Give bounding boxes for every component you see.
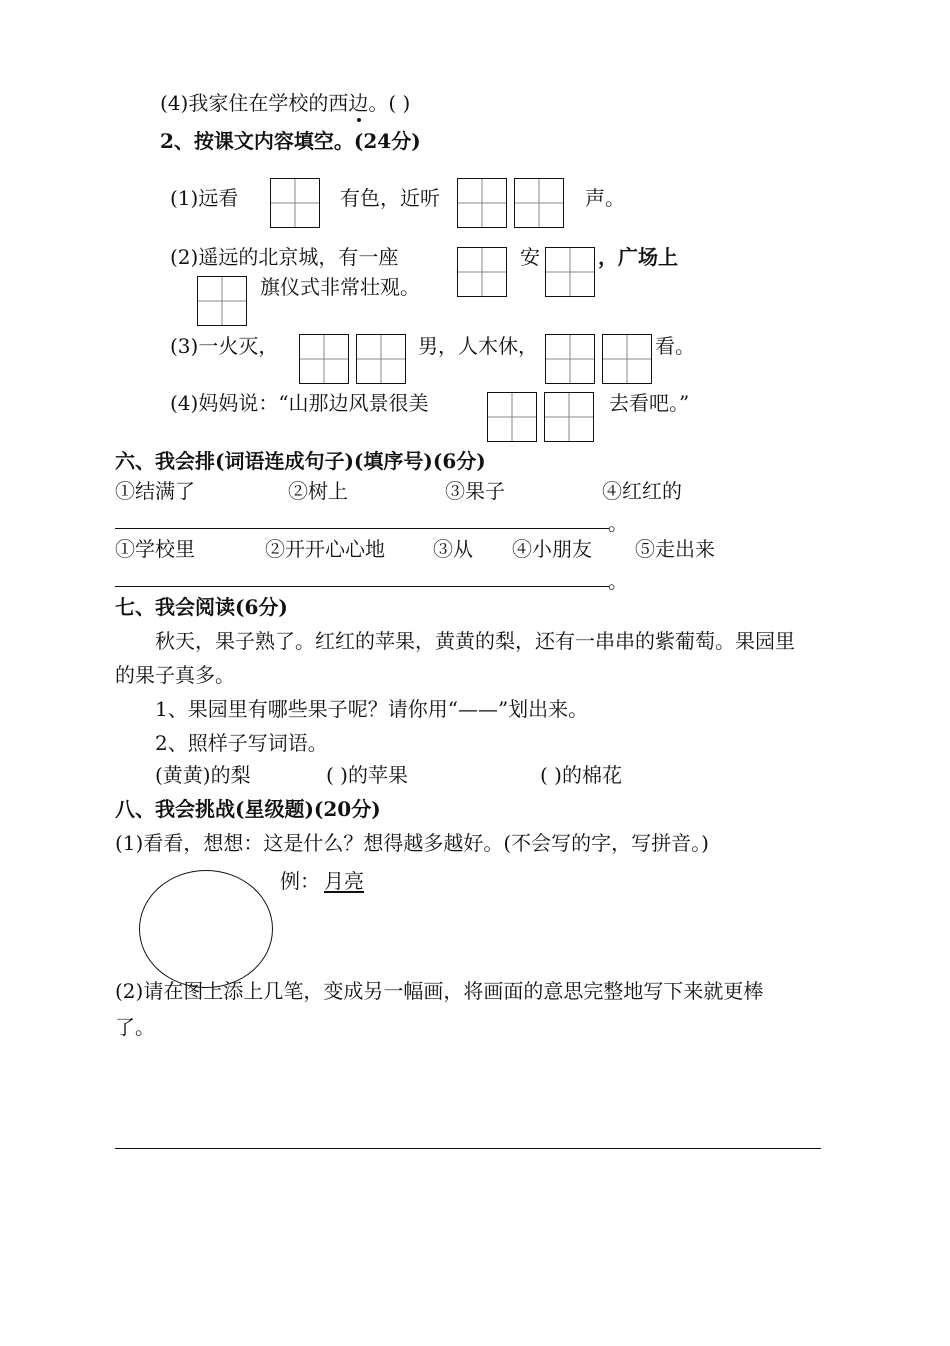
char-box[interactable] (356, 334, 406, 384)
char-box[interactable] (457, 247, 507, 297)
fill-line3-c: 看。 (655, 334, 695, 358)
char-box[interactable] (544, 392, 594, 442)
example-label: 例： (280, 869, 320, 893)
question-west: (4)我家住在学校的西边。( ) (160, 91, 411, 115)
fill-line3-b: 男，人木休， (418, 334, 538, 358)
char-box[interactable] (602, 334, 652, 384)
word-option: ④小朋友 (512, 537, 592, 561)
section-2-title: 2、按课文内容填空。(24分) (160, 129, 421, 153)
blank-word-apple[interactable]: ( )的苹果 (326, 763, 408, 787)
section-8-title: 八、我会挑战(星级题)(20分) (115, 797, 381, 821)
answer-line[interactable] (115, 1148, 821, 1149)
circle-drawing[interactable] (139, 870, 273, 988)
reading-passage-line1: 秋天，果子熟了。红红的苹果，黄黄的梨，还有一串串的紫葡萄。果园里 (155, 629, 795, 653)
char-box[interactable] (545, 334, 595, 384)
section-7-title: 七、我会阅读(6分) (115, 595, 288, 619)
char-box[interactable] (457, 178, 507, 228)
reading-question-1: 1、果园里有哪些果子呢？请你用“——”划出来。 (155, 697, 589, 721)
fill-line1-a: (1)远看 (170, 186, 239, 210)
period: 。 (608, 569, 628, 593)
fill-line1-c: 声。 (585, 186, 625, 210)
fill-line2-c: ，广场上 (598, 245, 678, 269)
challenge-question-1: (1)看看，想想：这是什么？想得越多越好。(不会写的字，写拼音。) (115, 831, 709, 855)
fill-line4-a: (4)妈妈说：“山那边风景很美 (170, 391, 429, 415)
char-box[interactable] (197, 276, 247, 326)
fill-line4-b: 去看吧。” (609, 391, 690, 415)
word-option: ①结满了 (115, 479, 195, 503)
emphasis-dot (357, 118, 361, 122)
example-word: (黄黄)的梨 (155, 763, 251, 787)
section-6-title: 六、我会排(词语连成句子)(填序号)(6分) (115, 449, 486, 473)
char-box[interactable] (299, 334, 349, 384)
challenge-question-2-line1: (2)请在图上添上几笔，变成另一幅画，将画面的意思完整地写下来就更棒 (115, 979, 764, 1003)
char-box[interactable] (545, 247, 595, 297)
example-answer: 月亮 (324, 869, 364, 893)
challenge-question-2-line2: 了。 (115, 1015, 155, 1039)
fill-line2-d: 旗仪式非常壮观。 (260, 275, 420, 299)
word-option: ②开开心心地 (265, 537, 385, 561)
fill-line3-a: (3)一火灭， (170, 334, 279, 358)
fill-line1-b: 有色，近听 (340, 186, 440, 210)
answer-line[interactable] (115, 586, 609, 587)
reading-question-2: 2、照样子写词语。 (155, 731, 328, 755)
fill-line2-a: (2)遥远的北京城，有一座 (170, 245, 399, 269)
period: 。 (608, 511, 628, 535)
char-box[interactable] (487, 392, 537, 442)
reading-passage-line2: 的果子真多。 (115, 663, 235, 687)
word-option: ①学校里 (115, 537, 195, 561)
word-option: ②树上 (288, 479, 348, 503)
word-option: ⑤走出来 (635, 537, 715, 561)
char-box[interactable] (270, 178, 320, 228)
answer-line[interactable] (115, 528, 609, 529)
char-box[interactable] (514, 178, 564, 228)
word-option: ③果子 (445, 479, 505, 503)
blank-word-cotton[interactable]: ( )的棉花 (540, 763, 622, 787)
fill-line2-b: 安 (520, 245, 540, 269)
word-option: ③从 (433, 537, 473, 561)
word-option: ④红红的 (602, 479, 682, 503)
